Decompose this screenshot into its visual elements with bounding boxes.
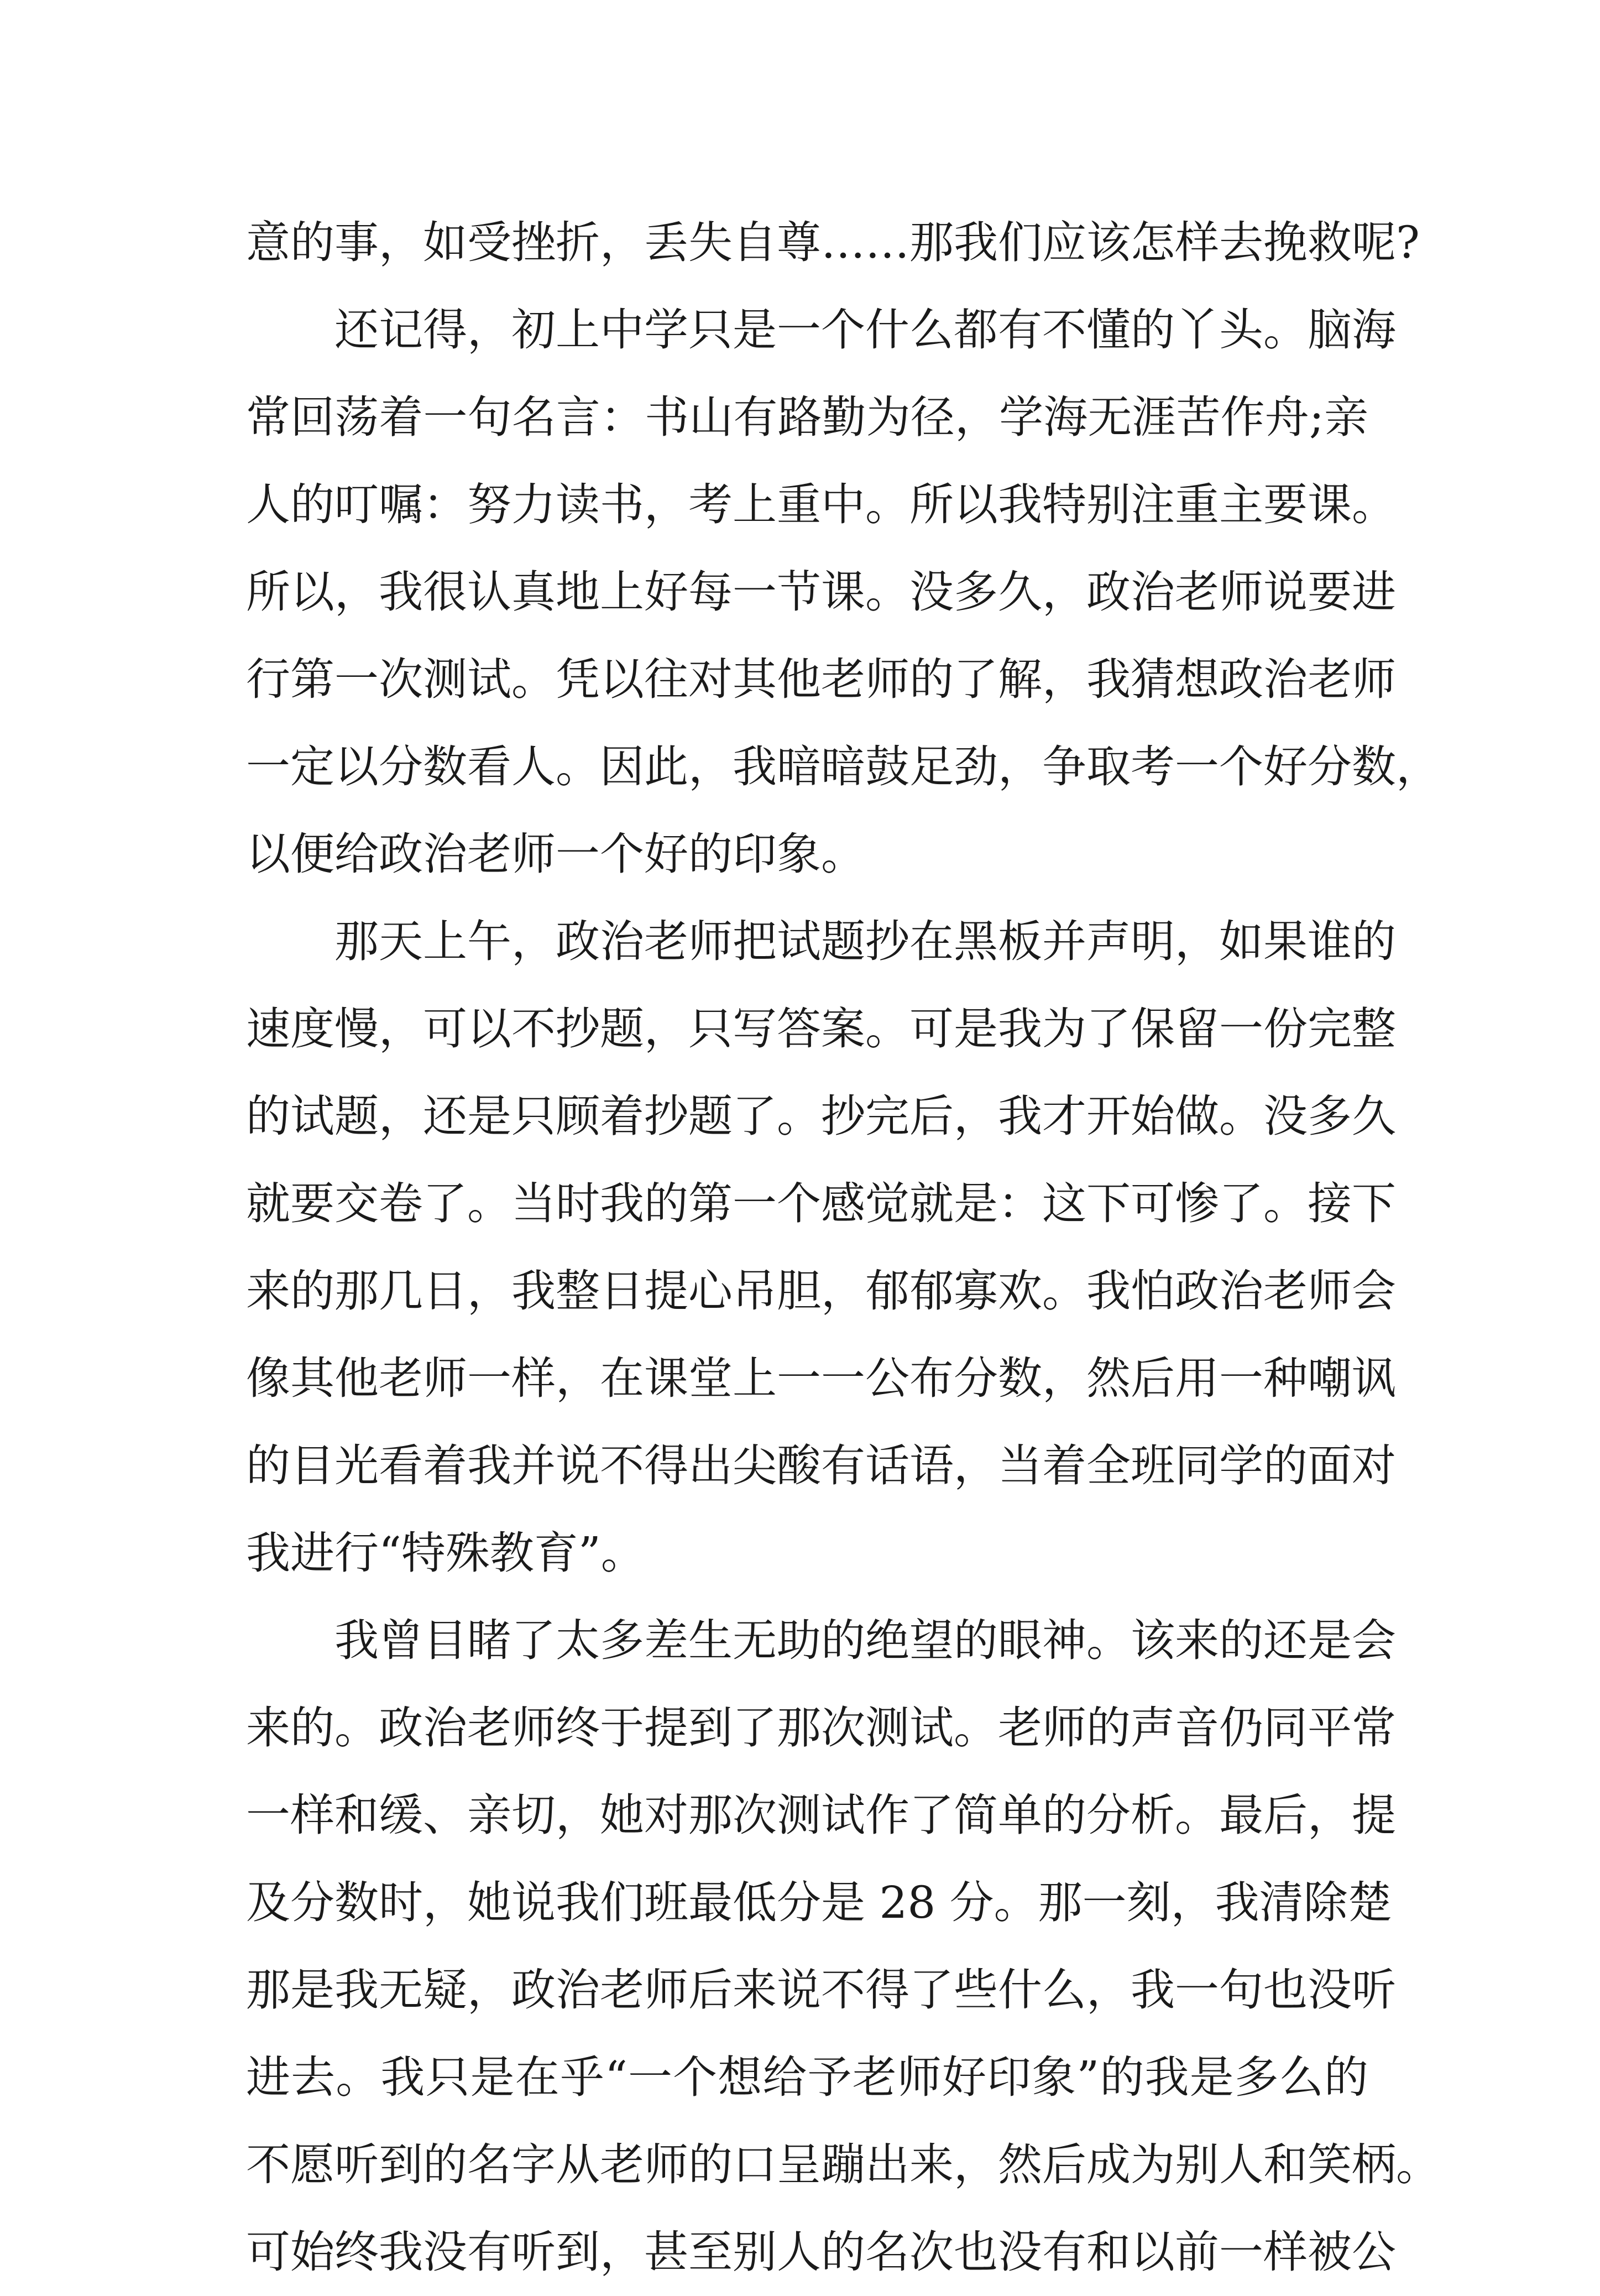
paragraph-start-line: 那天上午，政治老师把试题抄在黑板并声明，如果谁的 [334, 916, 1396, 967]
paragraph-end-line: 以便给政治老师一个好的印象。 [246, 828, 865, 880]
paragraph-start-line: 还记得，初上中学只是一个什么都有不懂的丫头。脑海 [334, 304, 1396, 356]
text-line: 来的。政治老师终于提到了那次测试。老师的声音仍同平常 [246, 1702, 1396, 1754]
text-line: 所以，我很认真地上好每一节课。没多久，政治老师说要进 [246, 566, 1396, 618]
body-text [246, 199, 1440, 2296]
text-line: 不愿听到的名字从老师的口呈蹦出来，然后成为别人和笑柄。 [246, 2139, 1440, 2190]
paragraph-start-line: 我曾目睹了太多差生无助的绝望的眼神。该来的还是会 [334, 1615, 1396, 1666]
paragraph-end-line: 我进行“特殊教育”。 [246, 1527, 645, 1579]
text-line: 行第一次测试。凭以往对其他老师的了解，我猜想政治老师 [246, 654, 1396, 705]
text-line: 像其他老师一样，在课堂上一一公布分数，然后用一种嘲讽 [246, 1353, 1396, 1404]
text-line: 的试题，还是只顾着抄题了。抄完后，我才开始做。没多久 [246, 1090, 1396, 1142]
text-line: 一定以分数看人。因此，我暗暗鼓足劲，争取考一个好分数， [246, 741, 1440, 792]
text-line: 进去。我只是在乎“一个想给予老师好印象”的我是多么的 [246, 2052, 1368, 2103]
text-line: 来的那几日，我整日提心吊胆，郁郁寡欢。我怕政治老师会 [246, 1265, 1396, 1317]
text-line: 人的叮嘱：努力读书，考上重中。所以我特别注重主要课。 [246, 479, 1396, 530]
text-line: 常回荡着一句名言：书山有路勤为径，学海无涯苦作舟;亲 [246, 392, 1368, 443]
text-line: 那是我无疑，政治老师后来说不得了些什么，我一句也没听 [246, 1964, 1396, 2016]
text-line: 意的事，如受挫折，丢失自尊……那我们应该怎样去挽救呢? [246, 217, 1420, 268]
text-line: 就要交卷了。当时我的第一个感觉就是：这下可惨了。接下 [246, 1178, 1396, 1229]
text-line: 一样和缓、亲切，她对那次测试作了简单的分析。最后，提 [246, 1789, 1396, 1841]
text-line: 及分数时，她说我们班最低分是 28 分。那一刻，我清除楚 [246, 1877, 1392, 1928]
text-line: 的目光看着我并说不得出尖酸有话语，当着全班同学的面对 [246, 1440, 1396, 1491]
text-line: 速度慢，可以不抄题，只写答案。可是我为了保留一份完整 [246, 1003, 1396, 1055]
text-line: 可始终我没有听到，甚至别人的名次也没有和以前一样被公 [246, 2226, 1396, 2278]
